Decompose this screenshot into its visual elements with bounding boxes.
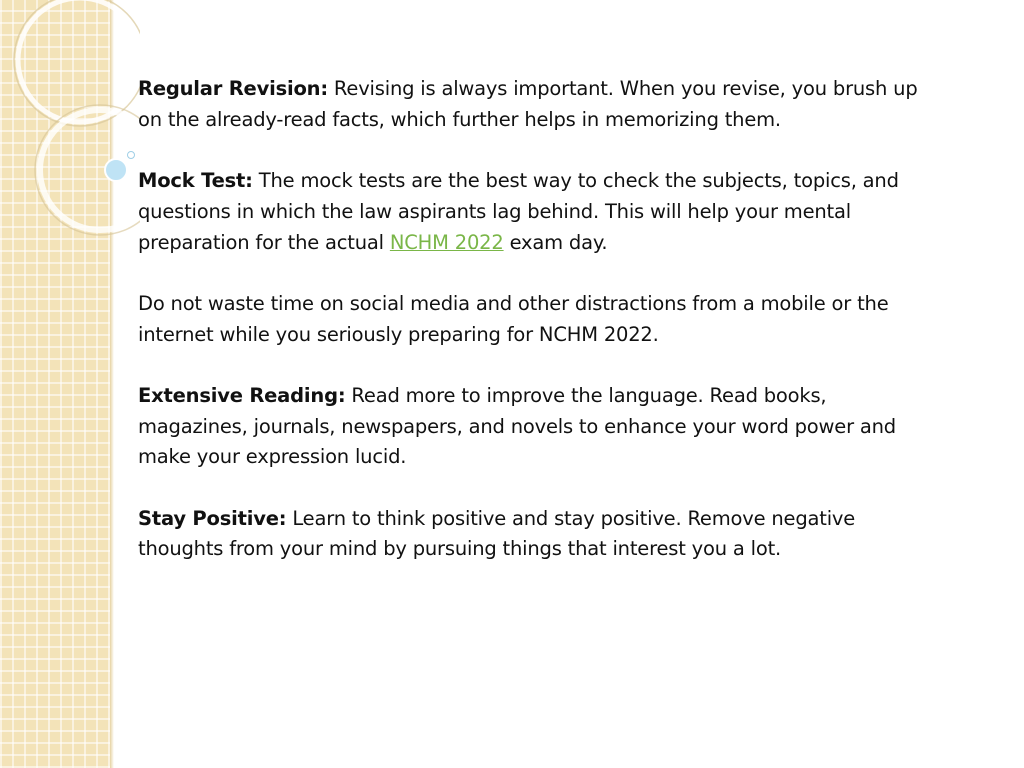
text-distractions: Do not waste time on social media and other distractions from a mobile or the internet while you seriously preparing for NCHM 2022. bbox=[138, 291, 889, 346]
decorative-ring-large bbox=[18, 0, 140, 122]
text-extensive-reading: Read more to improve the language. Read books, magazines, journals, newspapers, and novels to enhance your word power and make your expression lucid. bbox=[138, 383, 896, 469]
text-mock-test-end: exam day. bbox=[503, 230, 608, 254]
paragraph-extensive-reading bbox=[138, 381, 938, 473]
nchm-2022-link[interactable]: NCHM 2022 bbox=[389, 230, 504, 254]
bubble-small bbox=[128, 152, 135, 159]
paragraph-regular-revision bbox=[138, 74, 938, 135]
bubble-large bbox=[105, 159, 127, 181]
decorative-circles bbox=[0, 0, 140, 240]
heading-stay-positive: Stay Positive: bbox=[138, 506, 287, 530]
heading-regular-revision: Regular Revision: bbox=[138, 77, 328, 100]
text-stay-positive: Learn to think positive and stay positive. Remove negative thoughts from your mind by pursuing things that interest you a lot. bbox=[138, 506, 856, 561]
paragraph-mock-test bbox=[138, 166, 938, 258]
text-mock-test: The mock tests are the best way to check the subjects, topics, and questions in which the law aspirants lag behind. This will help your mental preparation for the actual bbox=[138, 169, 899, 254]
text-regular-revision: Revising is always important. When you revise, you brush up on the already-read facts, which further helps in memorizing them. bbox=[138, 77, 918, 131]
heading-extensive-reading: Extensive Reading: bbox=[138, 383, 346, 407]
heading-mock-test: Mock Test: bbox=[138, 169, 253, 193]
slide-body bbox=[138, 74, 938, 596]
paragraph-stay-positive bbox=[138, 504, 938, 565]
paragraph-distractions bbox=[138, 289, 938, 350]
